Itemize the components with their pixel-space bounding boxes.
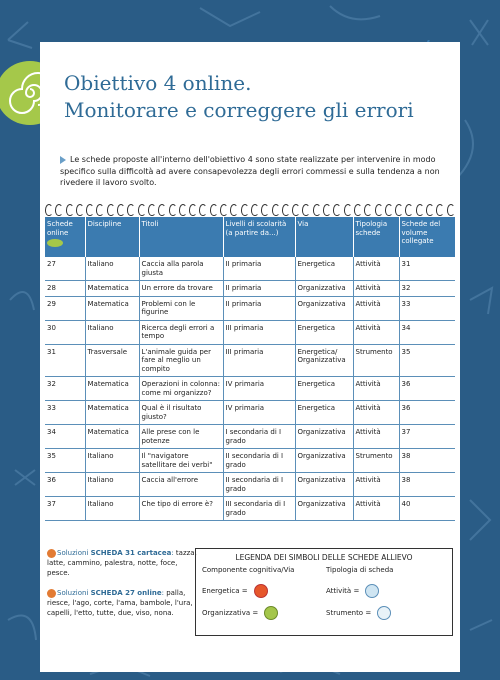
legend-via-header: Componente cognitiva/Via bbox=[202, 566, 295, 574]
spiral-ring bbox=[76, 204, 84, 216]
cell-livello: III primaria bbox=[223, 344, 295, 377]
spiral-ring bbox=[96, 204, 104, 216]
cell-scheda: 30 bbox=[45, 320, 85, 344]
schede-table bbox=[45, 217, 455, 521]
cell-via: Organizzativa bbox=[295, 281, 353, 297]
solutions-section bbox=[47, 548, 197, 628]
document-page bbox=[40, 42, 460, 672]
spiral-ring bbox=[189, 204, 197, 216]
cell-via: Organizzativa bbox=[295, 473, 353, 497]
spiral-ring bbox=[230, 204, 238, 216]
cell-disciplina: Matematica bbox=[85, 401, 139, 425]
cell-titolo: Il "navigatore satellitare dei verbi" bbox=[139, 449, 223, 473]
cell-disciplina: Trasversale bbox=[85, 344, 139, 377]
header-livelli: Livelli di scolarità (a partire da...) bbox=[223, 217, 295, 257]
cell-tipologia: Attività bbox=[353, 401, 399, 425]
cell-livello: IV primaria bbox=[223, 377, 295, 401]
spiral-ring bbox=[302, 204, 310, 216]
spiral-ring bbox=[158, 204, 166, 216]
cell-livello: II primaria bbox=[223, 281, 295, 297]
cell-tipologia: Strumento bbox=[353, 449, 399, 473]
cell-via: Energetica bbox=[295, 320, 353, 344]
table-row bbox=[45, 296, 455, 320]
cell-via: Energetica bbox=[295, 401, 353, 425]
cell-livello: II secondaria di I grado bbox=[223, 473, 295, 497]
spiral-ring bbox=[86, 204, 94, 216]
table-body bbox=[45, 257, 455, 521]
organizzativa-icon bbox=[264, 606, 278, 620]
table-header-row bbox=[45, 217, 455, 257]
cell-scheda-volume: 33 bbox=[399, 296, 455, 320]
cell-livello: III secondaria di I grado bbox=[223, 497, 295, 521]
cell-tipologia: Attività bbox=[353, 473, 399, 497]
legend-tipologia-column bbox=[326, 566, 446, 624]
spiral-ring bbox=[199, 204, 207, 216]
cell-via: Energetica bbox=[295, 257, 353, 281]
legend-attivita: Attività = bbox=[326, 580, 446, 602]
cell-disciplina: Italiano bbox=[85, 497, 139, 521]
spiral-ring bbox=[138, 204, 146, 216]
spiral-ring bbox=[45, 204, 53, 216]
cell-titolo: Un errore da trovare bbox=[139, 281, 223, 297]
solution-label-27: SCHEDA 27 online bbox=[90, 589, 162, 597]
cell-titolo: Alle prese con le potenze bbox=[139, 425, 223, 449]
energetica-icon bbox=[254, 584, 268, 598]
spiral-ring bbox=[272, 204, 280, 216]
notebook-spiral bbox=[45, 202, 455, 218]
cell-via: Organizzativa bbox=[295, 296, 353, 320]
spiral-ring bbox=[241, 204, 249, 216]
spiral-ring bbox=[447, 204, 455, 216]
spiral-ring bbox=[117, 204, 125, 216]
cell-scheda-volume: 32 bbox=[399, 281, 455, 297]
solution-text-31: tazza, latte, cammino, palestra, notte, foce, pesce. bbox=[47, 549, 197, 577]
cell-titolo: Operazioni in colonna: come mi organizzo? bbox=[139, 377, 223, 401]
table-row bbox=[45, 377, 455, 401]
table-row bbox=[45, 449, 455, 473]
header-via: Via bbox=[295, 217, 353, 257]
legend-strumento: Strumento = bbox=[326, 602, 446, 624]
table-row bbox=[45, 281, 455, 297]
cell-disciplina: Italiano bbox=[85, 257, 139, 281]
mouse-icon bbox=[47, 239, 63, 247]
bullet-triangle-icon bbox=[60, 156, 66, 164]
cell-scheda-volume: 34 bbox=[399, 320, 455, 344]
cell-disciplina: Italiano bbox=[85, 449, 139, 473]
spiral-ring bbox=[127, 204, 135, 216]
cell-livello: II primaria bbox=[223, 257, 295, 281]
title-line-1: Obiettivo 4 online. bbox=[64, 71, 252, 95]
cell-scheda: 32 bbox=[45, 377, 85, 401]
cell-titolo: L'animale guida per fare al meglio un compito bbox=[139, 344, 223, 377]
symbols-legend bbox=[195, 548, 453, 636]
cell-tipologia: Attività bbox=[353, 377, 399, 401]
cell-scheda: 29 bbox=[45, 296, 85, 320]
cell-scheda-volume: 35 bbox=[399, 344, 455, 377]
table-row bbox=[45, 257, 455, 281]
cell-scheda: 34 bbox=[45, 425, 85, 449]
cell-disciplina: Italiano bbox=[85, 320, 139, 344]
table-row bbox=[45, 320, 455, 344]
spiral-ring bbox=[323, 204, 331, 216]
spiral-ring bbox=[169, 204, 177, 216]
intro-paragraph bbox=[60, 154, 452, 189]
cell-scheda: 36 bbox=[45, 473, 85, 497]
cell-disciplina: Italiano bbox=[85, 473, 139, 497]
cell-scheda-volume: 38 bbox=[399, 473, 455, 497]
header-titoli: Titoli bbox=[139, 217, 223, 257]
spiral-ring bbox=[292, 204, 300, 216]
cell-tipologia: Attività bbox=[353, 296, 399, 320]
header-tipologia: Tipologia schede bbox=[353, 217, 399, 257]
cell-scheda: 28 bbox=[45, 281, 85, 297]
cell-scheda: 33 bbox=[45, 401, 85, 425]
header-schede-volume: Schede del volume collegate bbox=[399, 217, 455, 257]
legend-title: LEGENDA DEI SIMBOLI DELLE SCHEDE ALLIEVO bbox=[235, 553, 413, 562]
cell-scheda: 37 bbox=[45, 497, 85, 521]
cell-disciplina: Matematica bbox=[85, 377, 139, 401]
header-schede-online: Schede online bbox=[45, 217, 85, 257]
cell-titolo: Problemi con le figurine bbox=[139, 296, 223, 320]
solution-text-27: palla, riesce, l'ago, corte, l'ama, bambole, l'ura, capelli, l'etto, tutte, due, viso, nona. bbox=[47, 589, 193, 617]
table-row bbox=[45, 473, 455, 497]
cell-disciplina: Matematica bbox=[85, 425, 139, 449]
legend-energetica: Energetica = bbox=[202, 580, 322, 602]
cell-tipologia: Strumento bbox=[353, 344, 399, 377]
spiral-ring bbox=[354, 204, 362, 216]
cell-livello: II secondaria di I grado bbox=[223, 449, 295, 473]
cell-scheda-volume: 38 bbox=[399, 449, 455, 473]
cell-tipologia: Attività bbox=[353, 257, 399, 281]
cell-titolo: Ricerca degli errori a tempo bbox=[139, 320, 223, 344]
cell-scheda-volume: 36 bbox=[399, 401, 455, 425]
solution-icon bbox=[47, 549, 56, 558]
cell-livello: II primaria bbox=[223, 296, 295, 320]
spiral-ring bbox=[148, 204, 156, 216]
table-row bbox=[45, 401, 455, 425]
cell-titolo: Caccia all'errore bbox=[139, 473, 223, 497]
intro-text: Le schede proposte all'interno dell'obiettivo 4 sono state realizzate per intervenire in modo specifico sulla difficoltà ad avere consapevolezza degli errori commessi e sulla tendenza a non rivedere il lavoro svolto. bbox=[60, 155, 440, 187]
cell-tipologia: Attività bbox=[353, 425, 399, 449]
cell-scheda: 31 bbox=[45, 344, 85, 377]
spiral-ring bbox=[179, 204, 187, 216]
spiral-ring bbox=[344, 204, 352, 216]
spiral-ring bbox=[395, 204, 403, 216]
spiral-ring bbox=[416, 204, 424, 216]
cell-disciplina: Matematica bbox=[85, 296, 139, 320]
legend-tipologia-header: Tipologia di scheda bbox=[326, 566, 394, 574]
table-row bbox=[45, 344, 455, 377]
spiral-ring bbox=[210, 204, 218, 216]
cell-titolo: Che tipo di errore è? bbox=[139, 497, 223, 521]
solution-block-27: Soluzioni SCHEDA 27 online: palla, riesce, l'ago, corte, l'ama, bambole, l'ura, capelli, l'etto, tutte, due, viso, nona. bbox=[47, 589, 193, 617]
spiral-ring bbox=[385, 204, 393, 216]
spiral-ring bbox=[107, 204, 115, 216]
spiral-ring bbox=[405, 204, 413, 216]
cell-scheda-volume: 31 bbox=[399, 257, 455, 281]
cell-via: Energetica/ Organizzativa bbox=[295, 344, 353, 377]
cell-scheda-volume: 36 bbox=[399, 377, 455, 401]
cell-livello: III primaria bbox=[223, 320, 295, 344]
spiral-ring bbox=[55, 204, 63, 216]
spiral-ring bbox=[364, 204, 372, 216]
cell-disciplina: Matematica bbox=[85, 281, 139, 297]
attivita-icon bbox=[365, 584, 379, 598]
table-row bbox=[45, 425, 455, 449]
spiral-ring bbox=[282, 204, 290, 216]
cell-via: Organizzativa bbox=[295, 425, 353, 449]
cell-scheda-volume: 40 bbox=[399, 497, 455, 521]
spiral-ring bbox=[261, 204, 269, 216]
spiral-ring bbox=[66, 204, 74, 216]
solution-label-31: SCHEDA 31 cartacea bbox=[90, 549, 172, 557]
cell-via: Organizzativa bbox=[295, 497, 353, 521]
cell-via: Energetica bbox=[295, 377, 353, 401]
solution-block-31: Soluzioni SCHEDA 31 cartacea: tazza, latte, cammino, palestra, notte, foce, pesce. bbox=[47, 549, 197, 577]
cell-tipologia: Attività bbox=[353, 497, 399, 521]
cell-tipologia: Attività bbox=[353, 320, 399, 344]
page-title bbox=[64, 70, 454, 124]
title-line-2: Monitorare e correggere gli errori bbox=[64, 98, 414, 122]
cell-scheda: 27 bbox=[45, 257, 85, 281]
cell-livello: I secondaria di I grado bbox=[223, 425, 295, 449]
cell-titolo: Caccia alla parola giusta bbox=[139, 257, 223, 281]
spiral-ring bbox=[251, 204, 259, 216]
cell-livello: IV primaria bbox=[223, 401, 295, 425]
solution-icon bbox=[47, 589, 56, 598]
table-row bbox=[45, 497, 455, 521]
strumento-icon bbox=[377, 606, 391, 620]
legend-via-column bbox=[202, 566, 322, 624]
spiral-ring bbox=[333, 204, 341, 216]
header-discipline: Discipline bbox=[85, 217, 139, 257]
spiral-ring bbox=[313, 204, 321, 216]
spiral-ring bbox=[426, 204, 434, 216]
spiral-ring bbox=[375, 204, 383, 216]
legend-organizzativa: Organizzativa = bbox=[202, 602, 322, 624]
cell-titolo: Qual è il risultato giusto? bbox=[139, 401, 223, 425]
cell-scheda-volume: 37 bbox=[399, 425, 455, 449]
spiral-ring bbox=[436, 204, 444, 216]
spiral-ring bbox=[220, 204, 228, 216]
cell-scheda: 35 bbox=[45, 449, 85, 473]
cell-via: Organizzativa bbox=[295, 449, 353, 473]
cell-tipologia: Attività bbox=[353, 281, 399, 297]
